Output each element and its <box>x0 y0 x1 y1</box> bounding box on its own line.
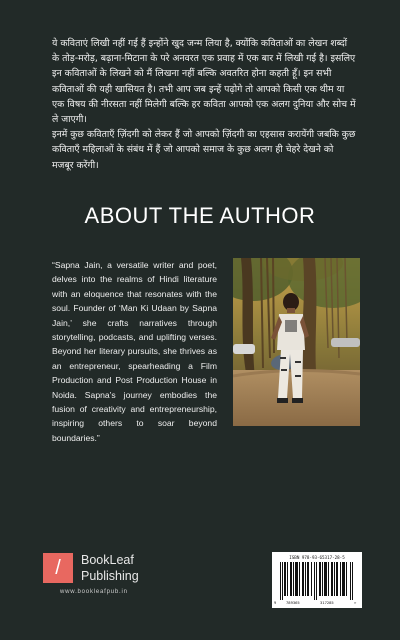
publisher-name-line-1: BookLeaf <box>81 553 134 567</box>
publisher-name-line-2: Publishing <box>81 569 139 583</box>
publisher-website: www.bookleafpub.in <box>60 589 128 595</box>
blurb-paragraph-1: ये कविताएं लिखी नहीं गई हैं इन्होंने खुद जन्म लिया है, क्योंकि कविताओं का लेखन शब्दों के तोड़-मरोड़, बढ़ाना-मिटाना के परे अनवरत एक प्रवाह में एक बार में लिखी गई है। इसलिए इन कविताओं के लिखने को मैं लिखना नहीं बल्कि अवतरित होना कहती हूँ। इन सभी कविताओं की यही खासियत है। तभी आप जब इन्हें पढ़ोगे तो आपको किसी एक थीम या एक विषय की नीरसता नहीं मिलेगी बल्कि हर कविता आपको एक अलग दुनिया और सोच में ले जाएगी। <box>52 38 356 126</box>
barcode-bars <box>276 562 358 600</box>
isbn-barcode <box>272 552 362 608</box>
blurb-paragraph-2: इनमें कुछ कविताएँ ज़िंदगी को लेकर हैं जो आपको ज़िंदगी का एहसास करायेंगी जबकि कुछ कविताएँ महिलाओं के संबंध में हैं जो आपको समाज के कुछ अलग ही चेहरे देखने को मजबूर करेंगी। <box>52 129 356 171</box>
barcode-digits-group-1: 789365 <box>286 600 300 605</box>
author-photo <box>233 258 360 426</box>
barcode-digit-left: 9 <box>274 600 277 605</box>
bookleaf-logo-icon: / <box>43 553 73 583</box>
isbn-number: ISBN 978-93-65317-28-5 <box>289 555 345 560</box>
barcode-digit-right: > <box>354 600 357 605</box>
blurb-hindi <box>52 36 356 173</box>
about-author-heading: ABOUT THE AUTHOR <box>84 203 316 228</box>
author-bio: “Sapna Jain, a versatile writer and poet, delves into the realms of Hindi literature with an eloquence that resonates with the soul. Founder of ‘Man Ki Udaan by Sapna Jain,’ she crafts narratives through storytelling, podcasts, and uplifting verses. Beyond her literary pursuits, she thrives as an entrepreneur, spearheading a Film Production and Post Production House in Noida. Sapna’s journey embodies the fusion of creativity and entrepreneurship, inspiring others to soar beyond boundaries.” <box>52 260 217 443</box>
barcode-digits-group-2: 317285 <box>320 600 334 605</box>
publisher-logo <box>43 550 163 590</box>
